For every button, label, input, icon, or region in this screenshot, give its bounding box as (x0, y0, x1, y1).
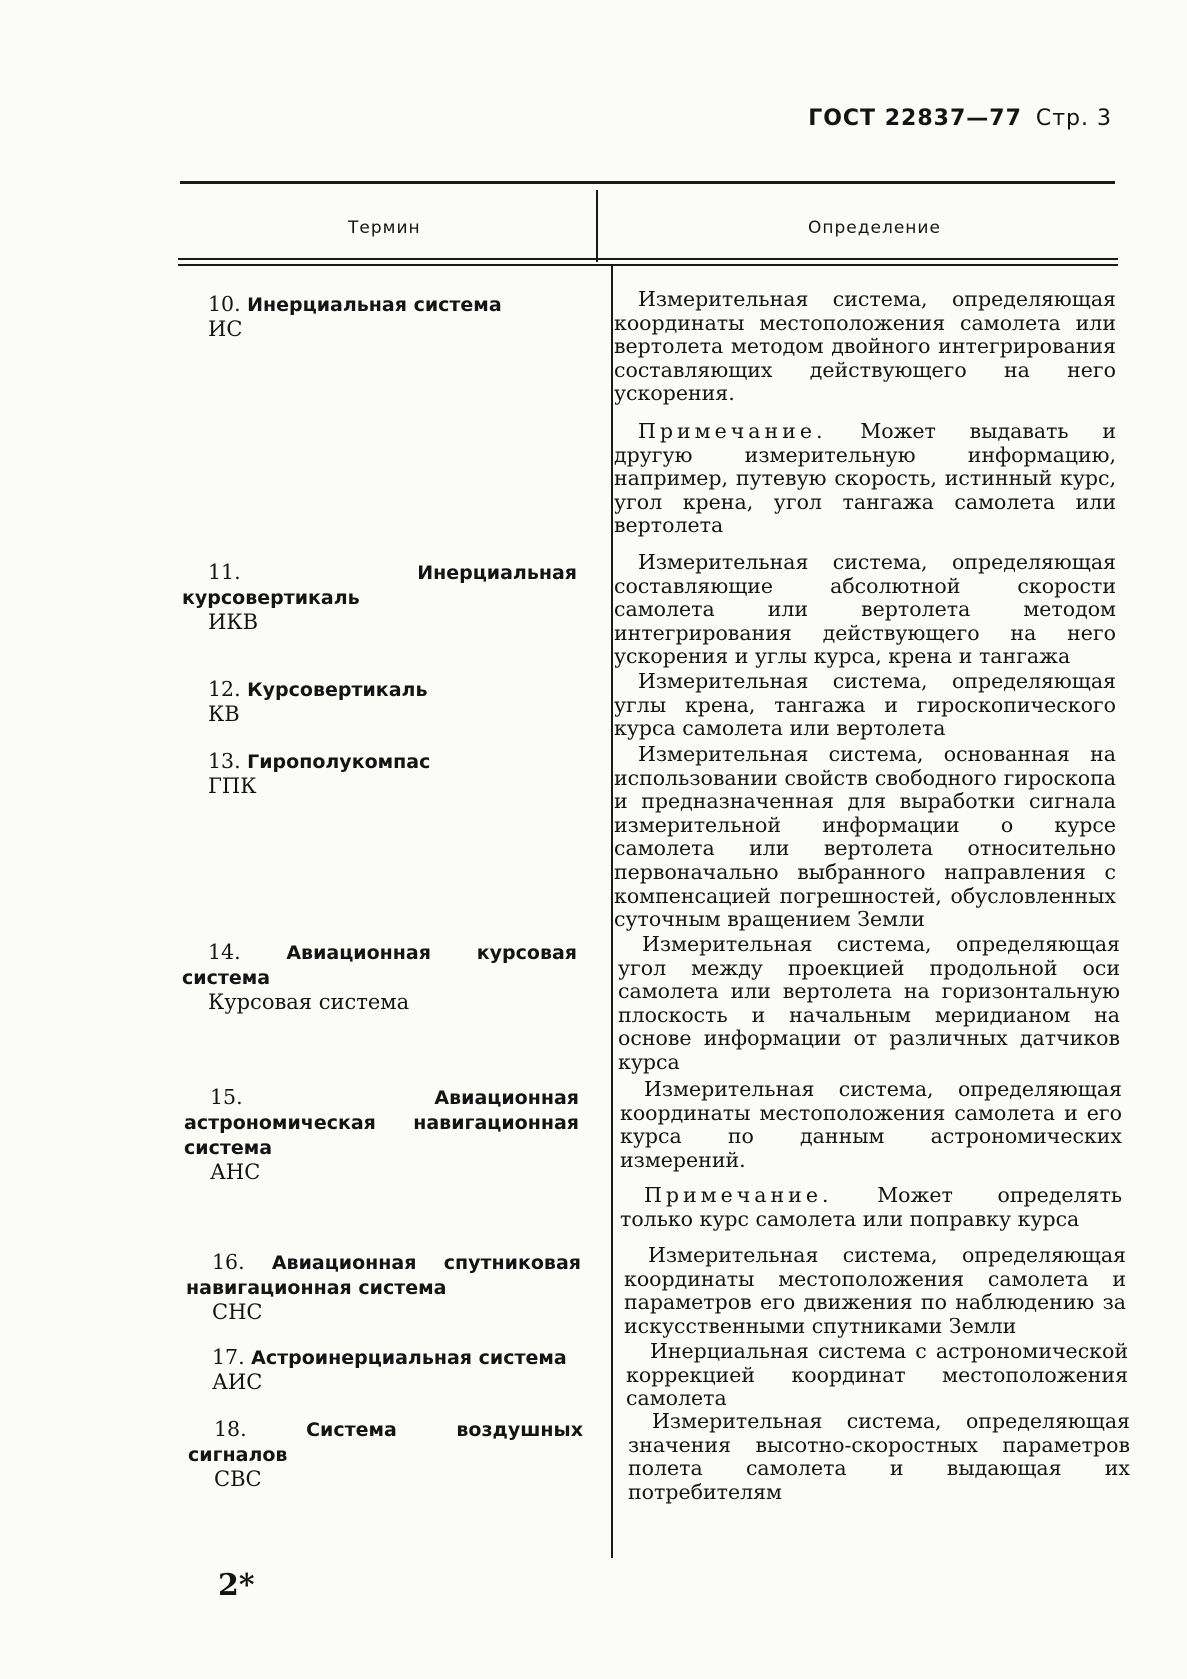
term-name: Авиационная курсовая система (182, 942, 577, 989)
term-name: Инерциальная курсовертикаль (182, 562, 577, 609)
term-abbreviation: ИКВ (208, 610, 258, 634)
note-label: Примечание. (638, 419, 827, 443)
term-10 (182, 292, 577, 341)
standard-number: ГОСТ 22837—77 (808, 106, 1022, 131)
definition-10: Измерительная система, определяющая координаты местоположения самолета или вертолета методом двойного интегрирования составляющих действующего на него ускорения. (614, 287, 1116, 406)
page-number: Стр. 3 (1035, 106, 1112, 131)
term-number: 16. (212, 1250, 245, 1274)
term-12 (182, 677, 577, 726)
term-abbreviation: АНС (210, 1160, 261, 1184)
term-number: 10. (208, 292, 241, 316)
definition-13: Измерительная система, основанная на использовании свойств свободного гироскопа и предназначенная для выработки сигнала измерительной информации о курсе самолета или вертолета относительно первоначально выбранного направления с компенсацией погрешностей, обусловленных суточным вращением Земли (614, 742, 1116, 932)
header-double-rule-bottom (178, 264, 1118, 266)
term-abbreviation: СВС (214, 1467, 262, 1491)
term-abbreviation: СНС (212, 1300, 263, 1324)
definition-11: Измерительная система, определяющая составляющие абсолютной скорости самолета или вертолета методом интегрирования действующего на него ускорения и углы курса, крена и тангажа (614, 550, 1116, 669)
table-top-rule (180, 181, 1115, 184)
definition-18: Измерительная система, определяющая значения высотно-скоростных параметров полета самолета и выдающая их потребителям (628, 1409, 1130, 1504)
term-abbreviation: АИС (212, 1370, 263, 1394)
header-column-divider (596, 190, 598, 262)
term-number: 18. (214, 1417, 247, 1441)
term-number: 13. (208, 749, 241, 773)
term-number: 12. (208, 677, 241, 701)
term-number: 15. (210, 1085, 243, 1109)
term-17 (186, 1345, 581, 1394)
definition-15: Измерительная система, определяющая координаты местоположения самолета и его курса по данным астрономических измерений. (620, 1077, 1122, 1172)
definition-16: Измерительная система, определяющая координаты местоположения самолета и параметров его движения по наблюдению за искусственными спутниками Земли (624, 1243, 1126, 1338)
term-11 (182, 560, 577, 634)
note-10 (614, 420, 1116, 538)
term-abbreviation: Курсовая система (208, 990, 410, 1014)
term-abbreviation: КВ (208, 702, 240, 726)
term-18 (188, 1417, 583, 1491)
page-header (808, 106, 1112, 131)
definition-14: Измерительная система, определяющая угол между проекцией продольной оси самолета или вертолета на горизонтальную плоскость и начальным меридианом на основе информации от различных датчиков курса (618, 932, 1120, 1074)
term-16 (186, 1250, 581, 1324)
term-name: Курсовертикаль (247, 679, 428, 701)
definition-12: Измерительная система, определяющая углы крена, тангажа и гироскопического курса самолета или вертолета (614, 669, 1116, 741)
signature-mark: 2* (218, 1568, 255, 1603)
term-name: Инерциальная система (247, 294, 502, 316)
term-abbreviation: ИС (208, 317, 243, 341)
definition-17: Инерциальная система с астрономической коррекцией координат местоположения самолета (626, 1339, 1128, 1411)
term-number: 14. (208, 940, 241, 964)
note-label: Примечание. (644, 1183, 833, 1207)
term-abbreviation: ГПК (208, 774, 257, 798)
term-name: Система воздушных сигналов (188, 1419, 583, 1466)
term-number: 17. (212, 1345, 245, 1369)
column-header-definition: Определение (808, 218, 941, 238)
column-header-term: Термин (348, 218, 421, 238)
term-13 (182, 749, 577, 798)
term-name: Авиационная астрономическая навигационная система (184, 1087, 579, 1159)
term-15 (184, 1085, 579, 1184)
header-double-rule-top (178, 258, 1118, 260)
term-14 (182, 940, 577, 1014)
body-column-divider (611, 266, 613, 1558)
term-number: 11. (208, 560, 241, 584)
term-name: Авиационная спутниковая навигационная система (186, 1252, 581, 1299)
term-name: Гирополукомпас (247, 751, 431, 773)
note-text: Может определять только курс самолета или поправку курса (620, 1183, 1122, 1231)
note-text: Может выдавать и другую измерительную информацию, например, путевую скорость, истинный курс, угол крена, угол тангажа самолета или вертолета (614, 419, 1116, 538)
note-15 (620, 1184, 1122, 1231)
term-name: Астроинерциальная система (251, 1347, 567, 1369)
